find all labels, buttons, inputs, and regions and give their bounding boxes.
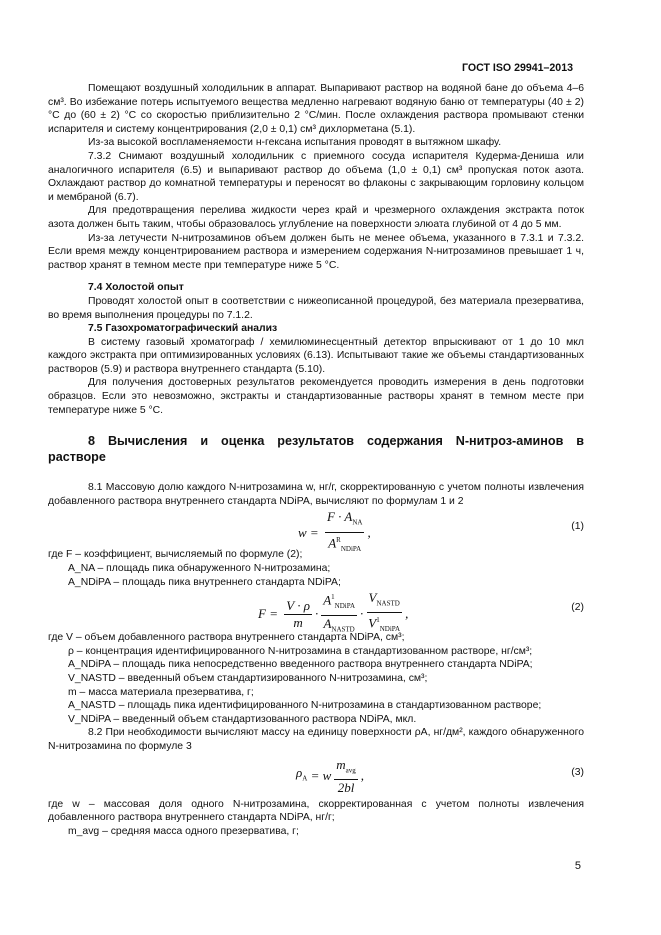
definition: A_NASTD – площадь пика идентифицированного N-нитрозамина в стандартизованном растворе; xyxy=(68,700,542,712)
paragraph: 8.1 Массовую долю каждого N-нитрозамина w, нг/г, скорректированную с учетом полноты извлечения добавленного раствора внутреннего стандарта NDiPA, вычисляют по формулам 1 и 2 xyxy=(48,482,584,507)
definition: где F – коэффициент, вычисляемый по формуле (2); xyxy=(48,549,303,561)
paragraph: Для предотвращения перелива жидкости через край и чрезмерного охлаждения экстракта поток азота должен быть таким, чтобы образовалось углубление на поверхности элюата глубиной от 4 до 5 мм. xyxy=(48,205,584,230)
paragraph: 7.3.2 Снимают воздушный холодильник с приемного сосуда испарителя Кудерма-Дениша или аналогичного испарителя (6.5) и выпаривают раствор до объема (1,0 ± 0,1) см³ пропуская поток азота. Охлаждают раствор до комнатной температуры и переносят во флаконы с закрывающим горловину кольцом и мембраной (6.7). xyxy=(48,150,584,203)
section-heading: 7.5 Газохроматографический анализ xyxy=(88,323,278,335)
section-heading: 7.4 Холостой опыт xyxy=(88,282,184,294)
definition: где V – объем добавленного раствора внутреннего стандарта NDiPA, см³; xyxy=(48,632,405,644)
formula-1: w = $\frac{F \cdot A_{NA}}{A^R_{NDiPA}}$ , (1) xyxy=(298,509,584,553)
document-body xyxy=(48,82,584,838)
paragraph: 8.2 При необходимости вычисляют массу на единицу поверхности ρA, нг/дм², каждого обнаруженного N-нитрозамина по формуле 3 xyxy=(48,727,584,752)
formula-3: $\rho_A$ = w $\frac{m_{avg}}{2bl}$ , (3) xyxy=(296,756,584,795)
formula-2: F = $\frac{V \cdot \rho}{m}$ · $\frac{A^1_{NDiPA}}{A_{NASTD}}$ · $\frac{V_{NASTD}}{V^1_{NDiPA}}$ , (2) xyxy=(258,590,584,634)
page-number: 5 xyxy=(574,860,581,872)
chapter-heading: 8 Вычисления и оценка результатов содержания N-нитроз-аминов в растворе xyxy=(48,434,584,465)
definition: V_NDiPA – введенный объем стандартизованного раствора NDiPA, мкл. xyxy=(68,713,417,725)
formula-number: (3) xyxy=(571,766,584,778)
definition: m_avg – средняя масса одного презерватива, г; xyxy=(68,825,299,837)
paragraph: Из-за высокой воспламеняемости н-гексана испытания проводят в вытяжном шкафу. xyxy=(88,137,502,149)
paragraph: Проводят холостой опыт в соответствии с нижеописанной процедурой, без материала презерватива, во время выполнения процедуры по 7.1.2. xyxy=(48,295,584,321)
document-header: ГОСТ ISO 29941–2013 xyxy=(461,62,573,74)
paragraph: Из-за летучести N-нитрозаминов объем должен быть не менее объема, указанного в 7.3.1 и 7.3.2. Если время между концентрированием раствора и измерением содержания N-нитрозаминов превышает 1 ч, раствор хранят в темном месте при температуре ниже 5 °С. xyxy=(48,232,584,271)
definition: A_NDiPA – площадь пика внутреннего стандарта NDiPA; xyxy=(68,576,341,588)
paragraph: Помещают воздушный холодильник в аппарат. Выпаривают раствор на водяной бане до объема 4–6 см³. Во избежание потерь испытуемого вещества медленно нагревают водяную баню от температуры (40 ± 2) °С до (60 ± 2) °С со скоростью приблизительно 2 °С/мин. После охлаждения раствора промывают стенки испарителя и систему концентрирования (2,0 ± 0,1) см³ дихлорметана (5.1). xyxy=(48,83,584,135)
definition: A_NA – площадь пика обнаруженного N-нитрозамина; xyxy=(68,563,331,575)
definition: где w – массовая доля одного N-нитрозамина, скорректированная с учетом полноты извлечения добавленного раствора внутреннего стандарта NDiPA, нг/г; xyxy=(48,798,584,824)
formula-number: (2) xyxy=(571,602,584,614)
formula-number: (1) xyxy=(571,521,584,533)
paragraph: Для получения достоверных результатов рекомендуется проводить измерения в день подготовки образцов. Если это невозможно, экстракты и стандартизованные растворы хранят в темном месте при температуре ниже 5 °С. xyxy=(48,377,584,416)
definition: A_NDiPA – площадь пика непосредственно введенного раствора внутреннего стандарта NDiPA; xyxy=(68,659,533,671)
definition: m – масса материала презерватива, г; xyxy=(68,686,254,698)
paragraph: В систему газовый хроматограф / хемилюминесцентный детектор впрыскивают от 1 до 10 мкл каждого экстракта при оптимизированных условиях (6.13). Испытывают такие же объемы стандартизованных растворов (5.9) и раствора внутреннего стандарта (5.10). xyxy=(48,336,584,375)
definition: V_NASTD – введенный объем стандартизированного N-нитрозамина, см³; xyxy=(68,673,428,684)
definition: ρ – концентрация идентифицированного N-нитрозамина в стандартизованном растворе, нг/см³; xyxy=(68,645,533,657)
